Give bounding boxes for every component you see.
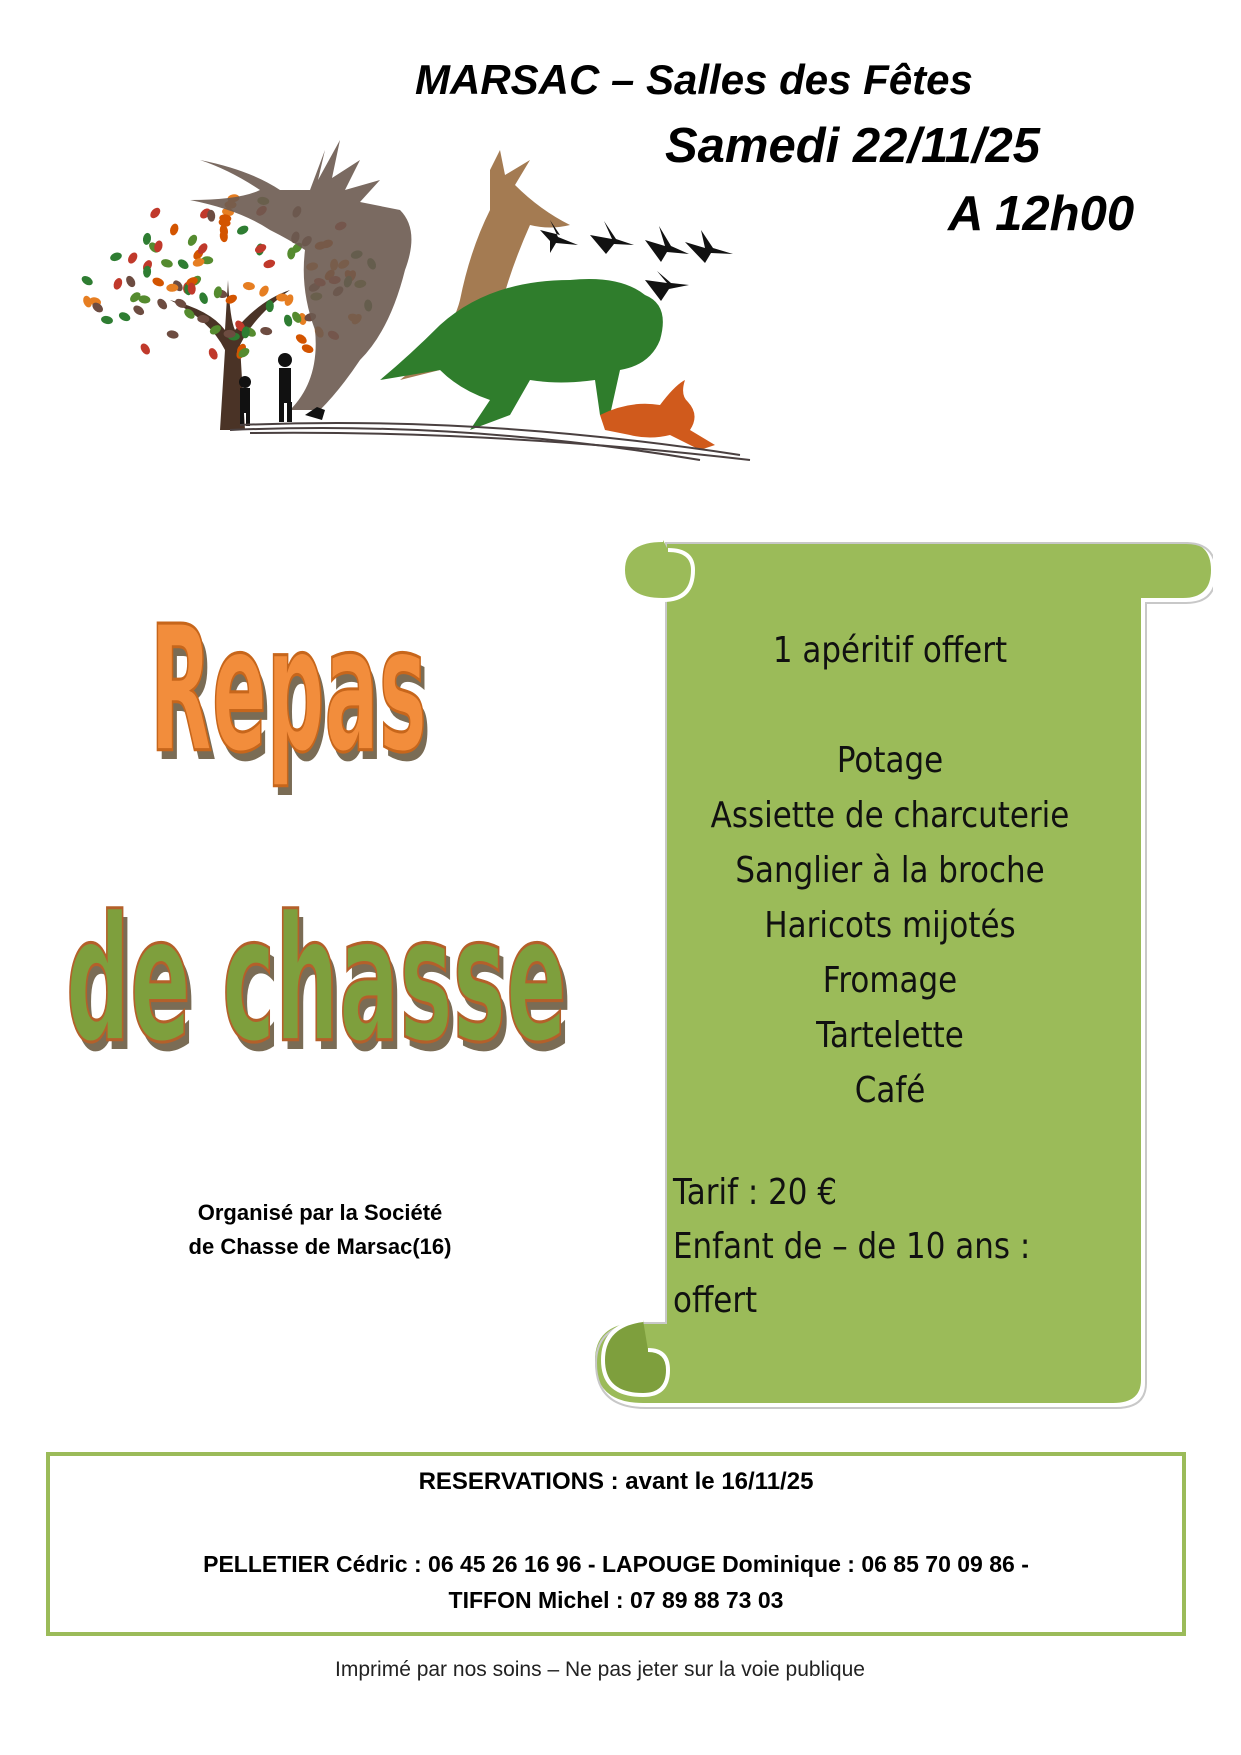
- leaf: [132, 303, 146, 317]
- menu-item: Fromage: [822, 960, 958, 1001]
- menu-item: Assiette de charcuterie: [710, 795, 1070, 836]
- leaf: [124, 274, 137, 288]
- leaf: [126, 251, 139, 265]
- menu-aperitif: 1 apéritif offert: [772, 630, 1008, 671]
- menu-item: Potage: [836, 740, 944, 781]
- price-info: [673, 1166, 1103, 1328]
- reservations-contacts: [46, 1546, 1186, 1618]
- hunting-logo: [60, 130, 840, 530]
- menu-item: Tartelette: [816, 1015, 964, 1056]
- leaf: [80, 274, 94, 287]
- leaf: [155, 297, 169, 311]
- leaf: [294, 332, 308, 346]
- leaf: [283, 314, 294, 328]
- price-label: Tarif : 20 €: [673, 1172, 838, 1213]
- leaf: [242, 281, 255, 290]
- menu-item: Sanglier à la broche: [735, 850, 1045, 891]
- leaf: [207, 347, 219, 361]
- event-date: Samedi 22/11/25: [665, 119, 1041, 173]
- footer-note: Imprimé par nos soins – Ne pas jeter sur la voie publique: [335, 1658, 865, 1681]
- leaf: [139, 342, 152, 356]
- leaf: [257, 284, 270, 298]
- menu-list: [660, 623, 1120, 1118]
- venue-title: MARSAC – Salles des Fêtes: [415, 56, 973, 103]
- contacts-line-1: PELLETIER Cédric : 06 45 26 16 96 - LAPOUGE Dominique : 06 85 70 09 86 -: [203, 1551, 1029, 1577]
- contacts-line-2: TIFFON Michel : 07 89 88 73 03: [448, 1587, 784, 1613]
- leaf: [262, 258, 276, 269]
- leaf: [109, 251, 123, 263]
- children-price-line-1: Enfant de – de 10 ans :: [673, 1226, 1031, 1267]
- leaf: [82, 295, 94, 309]
- leaf: [160, 258, 174, 269]
- organizer-line-1: Organisé par la Société: [197, 1200, 443, 1225]
- menu-item: Haricots mijotés: [764, 905, 1016, 946]
- event-time: A 12h00: [948, 187, 1135, 241]
- leaf: [301, 343, 315, 355]
- children-price-line-2: offert: [673, 1280, 758, 1321]
- leaf: [100, 315, 113, 325]
- leaf: [176, 257, 190, 271]
- leaf: [112, 277, 124, 291]
- reservations-title: RESERVATIONS : avant le 16/11/25: [418, 1468, 814, 1495]
- organizer-line-2: de Chasse de Marsac(16): [188, 1234, 452, 1259]
- leaf: [198, 291, 210, 305]
- leaf: [260, 326, 273, 336]
- leaf: [148, 206, 162, 220]
- title-de-chasse: de chasse: [66, 880, 567, 1082]
- leaf: [117, 310, 131, 322]
- leaf: [236, 224, 250, 237]
- leaf: [186, 233, 199, 247]
- leaf: [266, 300, 274, 312]
- leaf: [151, 276, 165, 288]
- organizer-text: [140, 1196, 500, 1264]
- menu-item: Café: [854, 1070, 926, 1111]
- leaf: [166, 329, 179, 339]
- title-repas: Repas: [150, 590, 427, 792]
- stag-icon: [190, 140, 411, 410]
- leaf: [169, 223, 180, 237]
